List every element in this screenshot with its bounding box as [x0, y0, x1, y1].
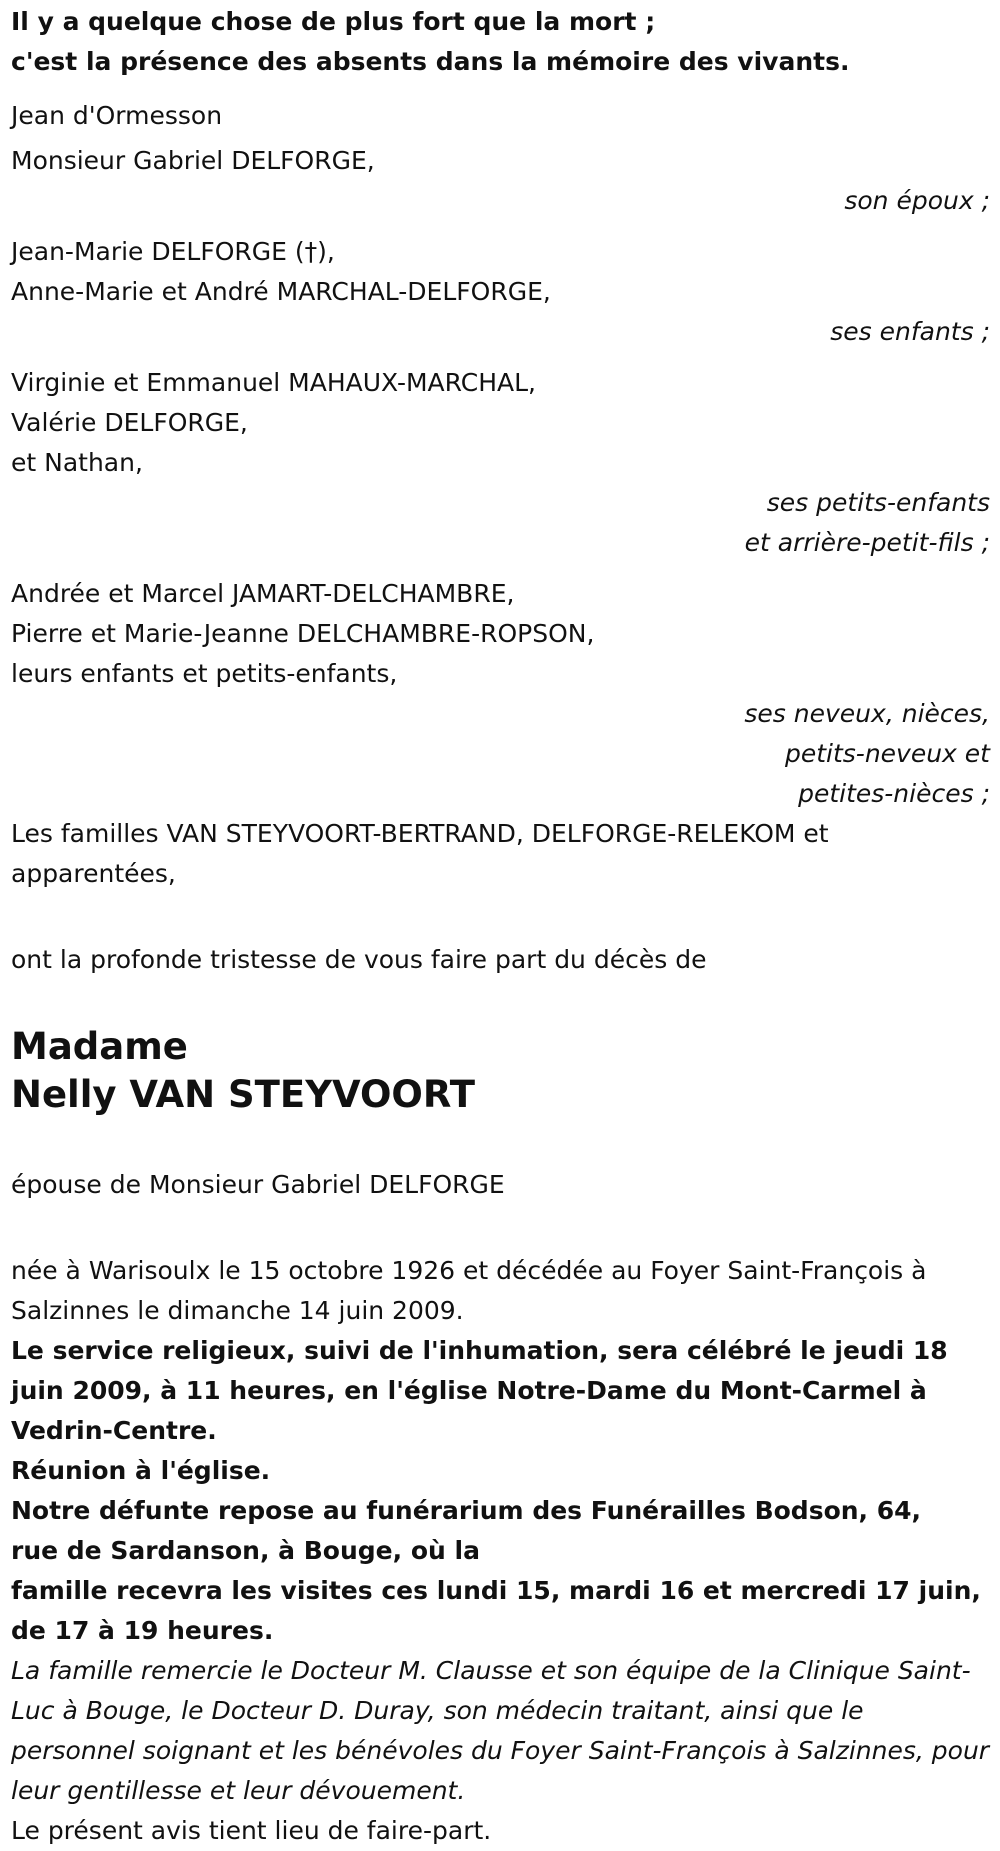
- child-name: Jean-Marie DELFORGE (†),: [11, 237, 335, 266]
- grandchild-name: Virginie et Emmanuel MAHAUX-MARCHAL,: [11, 368, 536, 397]
- children-relation: ses enfants ;: [830, 317, 990, 346]
- nephew-name: Andrée et Marcel JAMART-DELCHAMBRE,: [11, 579, 515, 608]
- spouse-name: Monsieur Gabriel DELFORGE,: [11, 146, 375, 175]
- nephews-block: [11, 574, 990, 814]
- quote-author: Jean d'Ormesson: [11, 101, 223, 130]
- service-text: Le service religieux, suivi de l'inhumation, sera célébré le jeudi 18 juin 2009, à 11 heures, en l'église Notre-Dame du Mont-Carmel à Vedrin-Centre.: [11, 1336, 948, 1445]
- obituary-page: [0, 2, 1000, 1845]
- nephews-relation-line: petites-nièces ;: [798, 779, 990, 808]
- nephews-relation-line: petits-neveux et: [784, 739, 990, 768]
- meeting-text: Réunion à l'église.: [11, 1456, 271, 1485]
- children-block: [11, 232, 990, 352]
- spouse-block: [11, 141, 990, 221]
- grandchildren-block: [11, 363, 990, 563]
- announcement-text: ont la profonde tristesse de vous faire part du décès de: [11, 945, 707, 974]
- spouse-relation: son époux ;: [844, 186, 990, 215]
- nephew-name: leurs enfants et petits-enfants,: [11, 659, 398, 688]
- child-name: Anne-Marie et André MARCHAL-DELFORGE,: [11, 277, 551, 306]
- nephews-relation-line: ses neveux, nièces,: [744, 699, 990, 728]
- repose-text-1: Notre défunte repose au funérarium des Funérailles Bodson, 64, rue de Sardanson, à Bouge, où la: [11, 1496, 922, 1565]
- closing-text: Le présent avis tient lieu de faire-part.: [11, 1816, 492, 1845]
- grandchildren-relation-line: ses petits-enfants: [766, 488, 990, 517]
- repose-text-2: famille recevra les visites ces lundi 15, mardi 16 et mercredi 17 juin, de 17 à 19 heures.: [11, 1576, 981, 1645]
- quote-line-1: Il y a quelque chose de plus fort que la mort ;: [11, 7, 656, 36]
- families-line: Les familles VAN STEYVOORT-BERTRAND, DELFORGE-RELEKOM et apparentées,: [11, 819, 829, 888]
- grandchildren-relation-line: et arrière-petit-fils ;: [744, 528, 990, 557]
- birth-death-text: née à Warisoulx le 15 octobre 1926 et décédée au Foyer Saint-François à Salzinnes le dimanche 14 juin 2009.: [11, 1256, 927, 1325]
- deceased-name: Nelly VAN STEYVOORT: [11, 1073, 475, 1116]
- quote-line-2: c'est la présence des absents dans la mémoire des vivants.: [11, 47, 850, 76]
- quote: [11, 2, 990, 82]
- grandchild-name: Valérie DELFORGE,: [11, 408, 248, 437]
- grandchild-name: et Nathan,: [11, 448, 143, 477]
- nephew-name: Pierre et Marie-Jeanne DELCHAMBRE-ROPSON,: [11, 619, 595, 648]
- wife-of-text: épouse de Monsieur Gabriel DELFORGE: [11, 1170, 505, 1199]
- deceased-heading: [11, 1023, 990, 1119]
- deceased-title: Madame: [11, 1025, 188, 1068]
- thanks-text: La famille remercie le Docteur M. Clausse et son équipe de la Clinique Saint-Luc à Bouge, le Docteur D. Duray, son médecin traitant, ainsi que le personnel soignant et les bénévoles du Foyer Saint-François à Salzinnes, pour leur gentillesse et leur dévouement.: [11, 1656, 990, 1805]
